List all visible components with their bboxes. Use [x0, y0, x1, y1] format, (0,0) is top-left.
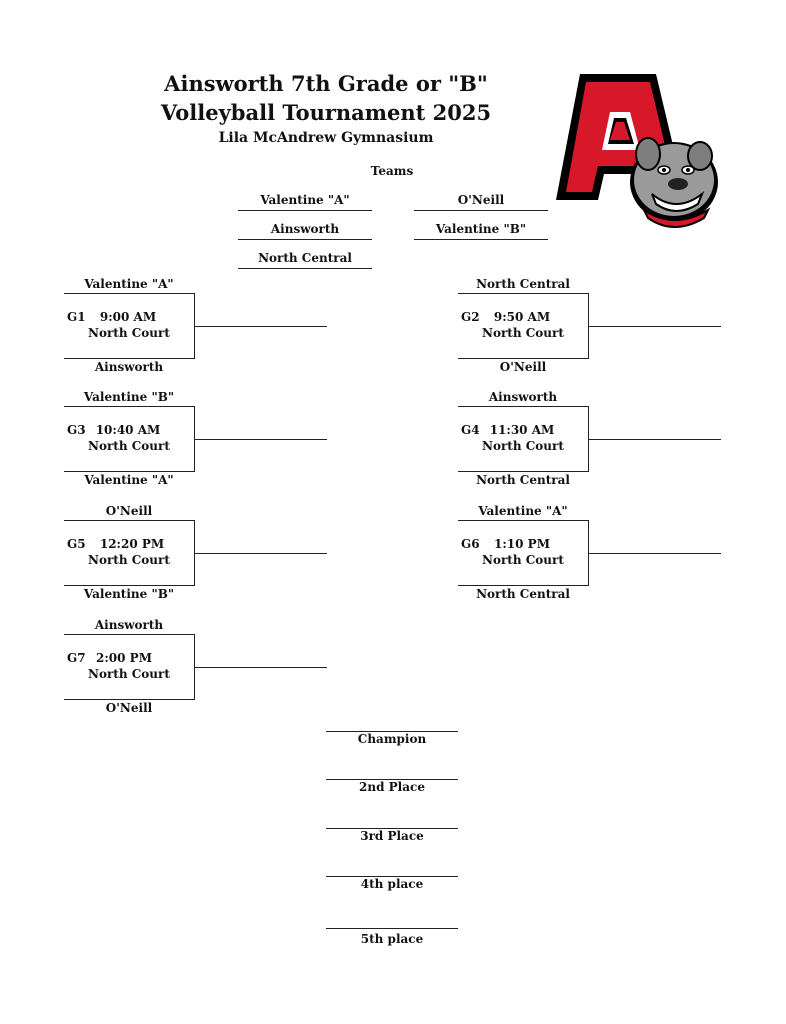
- game-bracket: [458, 293, 589, 359]
- team-entry: Ainsworth: [238, 221, 372, 240]
- game-bracket: [64, 406, 195, 472]
- game-id: G5: [67, 537, 86, 551]
- game-bottom-team: O'Neill: [499, 360, 547, 374]
- game-bottom-team: O'Neill: [105, 701, 153, 715]
- game-g7: [64, 618, 195, 715]
- game-id: G6: [461, 537, 480, 551]
- winner-line: [195, 553, 327, 554]
- fifth-place-line: [326, 928, 458, 929]
- game-id: G3: [67, 423, 86, 437]
- team-entry: Valentine "A": [238, 192, 372, 211]
- game-court: North Court: [482, 326, 564, 340]
- teams-heading: Teams: [370, 164, 414, 178]
- winner-line: [195, 667, 327, 668]
- game-top-team: Ainsworth: [94, 618, 164, 632]
- game-top-team: Ainsworth: [488, 390, 558, 404]
- game-bottom-team: North Central: [476, 473, 570, 487]
- game-top-team: Valentine "A": [478, 504, 568, 518]
- game-bottom-team: Valentine "A": [84, 473, 174, 487]
- game-time: 12:20 PM: [99, 537, 165, 551]
- game-bracket: [64, 634, 195, 700]
- game-top-team: Valentine "A": [84, 277, 174, 291]
- winner-line: [589, 326, 721, 327]
- game-id: G2: [461, 310, 480, 324]
- game-time: 9:50 AM: [493, 310, 551, 324]
- winner-line: [195, 439, 327, 440]
- winner-line: [589, 439, 721, 440]
- game-court: North Court: [482, 439, 564, 453]
- game-court: North Court: [88, 667, 170, 681]
- bulldog-logo-icon: [552, 70, 722, 235]
- title-line-1: Ainsworth 7th Grade or "B": [164, 71, 488, 96]
- game-id: G7: [67, 651, 86, 665]
- title-line-2: Volleyball Tournament 2025: [160, 100, 492, 125]
- game-bottom-team: North Central: [476, 587, 570, 601]
- game-court: North Court: [482, 553, 564, 567]
- game-time: 10:40 AM: [95, 423, 161, 437]
- game-id: G4: [461, 423, 480, 437]
- game-g1: [64, 277, 195, 374]
- place-label-3rd: 3rd Place: [360, 829, 424, 843]
- venue-subtitle: Lila McAndrew Gymnasium: [218, 130, 434, 146]
- team-entry: O'Neill: [414, 192, 548, 211]
- game-time: 2:00 PM: [96, 651, 152, 665]
- game-court: North Court: [88, 553, 170, 567]
- game-bracket: [458, 520, 589, 586]
- game-court: North Court: [88, 439, 170, 453]
- game-top-team: Valentine "B": [83, 390, 175, 404]
- game-g4: [458, 390, 589, 487]
- game-id: G1: [67, 310, 86, 324]
- game-g6: [458, 504, 589, 601]
- game-top-team: North Central: [476, 277, 570, 291]
- place-label-4th: 4th place: [360, 877, 424, 891]
- game-top-team: O'Neill: [105, 504, 153, 518]
- game-bottom-team: Ainsworth: [94, 360, 164, 374]
- game-bracket: [64, 293, 195, 359]
- winner-line: [195, 326, 327, 327]
- place-label-5th: 5th place: [360, 932, 424, 946]
- game-g3: [64, 390, 195, 487]
- winner-line: [589, 553, 721, 554]
- game-time: 9:00 AM: [99, 310, 157, 324]
- place-label-champion: Champion: [357, 732, 427, 746]
- game-court: North Court: [88, 326, 170, 340]
- game-time: 1:10 PM: [494, 537, 550, 551]
- game-bracket: [458, 406, 589, 472]
- game-bracket: [64, 520, 195, 586]
- game-bottom-team: Valentine "B": [83, 587, 175, 601]
- game-g2: [458, 277, 589, 374]
- team-entry: North Central: [238, 250, 372, 269]
- team-entry: Valentine "B": [414, 221, 548, 240]
- game-time: 11:30 AM: [489, 423, 555, 437]
- place-label-2nd: 2nd Place: [359, 780, 425, 794]
- game-g5: [64, 504, 195, 601]
